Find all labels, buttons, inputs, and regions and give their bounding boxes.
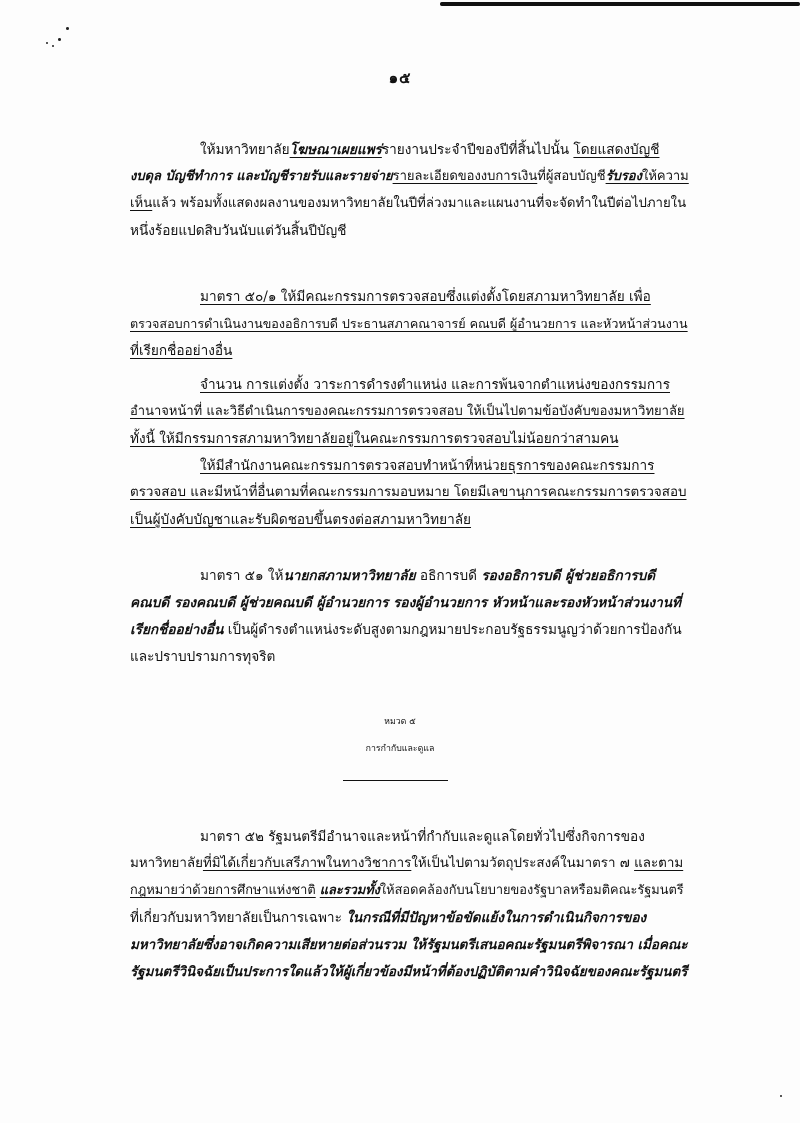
section-51-heading-line xyxy=(200,566,655,586)
text-run: แล้ว พร้อมทั้งแสดงผลงานของมหาวิทยาลัยในปีที่ล่วงมาและแผนงานที่จะจัดทำในปีต่อไปภายใน xyxy=(152,196,687,211)
paragraph-line: ตรวจสอบ และมีหน้าที่อื่นตามที่คณะกรรมการมอบหมาย โดยมีเลขานุการคณะกรรมการตรวจสอบ xyxy=(130,485,687,500)
amended-text: ให้ความ xyxy=(641,169,689,184)
scan-speck xyxy=(58,38,61,41)
struck-text: รองอธิการบดี ผู้ช่วยอธิการบดี xyxy=(481,568,656,584)
paragraph-line xyxy=(130,881,684,901)
text-run: ให้เป็นไปตามวัตถุประสงค์ในมาตรา ๗ xyxy=(411,856,635,871)
paragraph-line: จำนวน การแต่งตั้ง วาระการดำรงตำแหน่ง และการพ้นจากตำแหน่งของกรรมการ xyxy=(200,377,670,393)
scan-speck xyxy=(46,42,48,44)
scan-speck xyxy=(66,27,69,30)
struck-text: เรียกชื่ออย่างอื่น xyxy=(130,622,224,638)
struck-text: งบดุล บัญชีทำการ และบัญชีรายรับและรายจ่าย xyxy=(130,169,393,184)
scan-speck xyxy=(780,1095,782,1097)
struck-text: นายกสภามหาวิทยาลัย xyxy=(283,568,416,584)
paragraph-line: มหาวิทยาลัยซึ่งอาจเกิดความเสียหายต่อส่วนรวม ให้รัฐมนตรีเสนอคณะรัฐมนตรีพิจารณา เมื่อคณะ xyxy=(130,937,688,953)
paragraph-line: คณบดี รองคณบดี ผู้ช่วยคณบดี ผู้อำนวยการ รองผู้อำนวยการ หัวหน้าและรองหัวหน้าส่วนงานที่ xyxy=(130,595,681,611)
section-52-heading-line: มาตรา ๕๒ รัฐมนตรีมีอำนาจและหน้าที่กำกับและดูแลโดยทั่วไปซึ่งกิจการของ xyxy=(200,829,645,845)
amended-text: โฆษณาเผยแพร่ xyxy=(289,142,382,158)
amended-text: รายละเอียดของงบการเงิน xyxy=(392,169,538,184)
paragraph-line: รัฐมนตรีวินิจฉัยเป็นประการใดแล้วให้ผู้เกี่ยวข้องมีหน้าที่ต้องปฏิบัติตามคำวินิจฉัยของคณะรัฐมนตรี xyxy=(130,964,688,980)
paragraph-line: ให้มีสำนักงานคณะกรรมการตรวจสอบทำหน้าที่หน่วยธุรการของคณะกรรมการ xyxy=(200,458,655,474)
chapter-title: หมวด ๕ xyxy=(384,717,416,727)
paragraph-line xyxy=(130,194,686,214)
text-run: ที่เกี่ยวกับมหาวิทยาลัยเป็นการเฉพาะ xyxy=(130,910,347,926)
amended-text: เห็น xyxy=(130,196,153,211)
struck-text: ในกรณีที่มีปัญหาข้อขัดแย้งในการดำเนินกิจการของ xyxy=(346,910,647,926)
chapter-divider xyxy=(343,780,448,781)
paragraph-line: อำนาจหน้าที่ และวิธีดำเนินการของคณะกรรมการตรวจสอบ ให้เป็นไปตามข้อบังคับของมหาวิทยาลัย xyxy=(130,404,685,419)
text-run: รายงานประจำปีของปีที่สิ้นไปนั้น xyxy=(381,142,574,158)
section-50-1-heading-line: มาตรา ๕๐/๑ ให้มีคณะกรรมการตรวจสอบซึ่งแต่งตั้งโดยสภามหาวิทยาลัย เพื่อ xyxy=(200,289,651,305)
text-run: เป็นผู้ดำรงตำแหน่งระดับสูงตามกฎหมายประกอบรัฐธรรมนูญว่าด้วยการป้องกัน xyxy=(223,622,682,638)
struck-text: รับรอง xyxy=(605,169,642,184)
paragraph-line xyxy=(200,140,659,160)
text-run: อธิการบดี xyxy=(415,568,482,584)
text-run: มาตรา ๕๑ ให้ xyxy=(200,568,284,584)
amended-text: และตาม xyxy=(634,856,684,871)
paragraph-line xyxy=(130,908,646,928)
text-run: ให้มหาวิทยาลัย xyxy=(200,142,290,158)
paragraph-line: และปราบปรามการทุจริต xyxy=(130,649,276,665)
amended-text: โดยแสดงบัญชี xyxy=(573,142,660,158)
paragraph-line xyxy=(130,620,682,640)
page-number: ๑๕ xyxy=(388,69,412,87)
text-run: ที่ผู้สอบบัญชี xyxy=(537,169,606,184)
struck-text: และรวมทั้ง xyxy=(319,883,380,898)
paragraph-line xyxy=(130,167,689,187)
amended-text: ที่มิได้เกี่ยวกับเสรีภาพในทางวิชาการ xyxy=(202,856,412,871)
paragraph-line: หนึ่งร้อยแปดสิบวันนับแต่วันสิ้นปีบัญชี xyxy=(130,223,347,239)
paragraph-line: ทั้งนี้ ให้มีกรรมการสภามหาวิทยาลัยอยู่ในคณะกรรมการตรวจสอบไม่น้อยกว่าสามคน xyxy=(130,431,619,447)
paragraph-line: ที่เรียกชื่ออย่างอื่น xyxy=(130,343,233,359)
chapter-subtitle: การกำกับและดูแล xyxy=(365,744,435,754)
amended-text: กฎหมายว่าด้วยการศึกษาแห่งชาติ xyxy=(130,883,316,898)
paragraph-line xyxy=(130,854,683,874)
text-run: ให้สอดคล้องกับนโยบายของรัฐบาลหรือมติคณะรัฐมนตรี xyxy=(379,883,684,898)
paragraph-line: ตรวจสอบการดำเนินงานของอธิการบดี ประธานสภาคณาจารย์ คณบดี ผู้อำนวยการ และหัวหน้าส่วนงาน xyxy=(130,316,688,331)
text-run: มหาวิทยาลัย xyxy=(130,856,203,871)
scan-speck xyxy=(52,45,54,47)
paragraph-line: เป็นผู้บังคับบัญชาและรับผิดชอบขึ้นตรงต่อสภามหาวิทยาลัย xyxy=(130,512,472,528)
scan-edge-line xyxy=(440,2,800,6)
